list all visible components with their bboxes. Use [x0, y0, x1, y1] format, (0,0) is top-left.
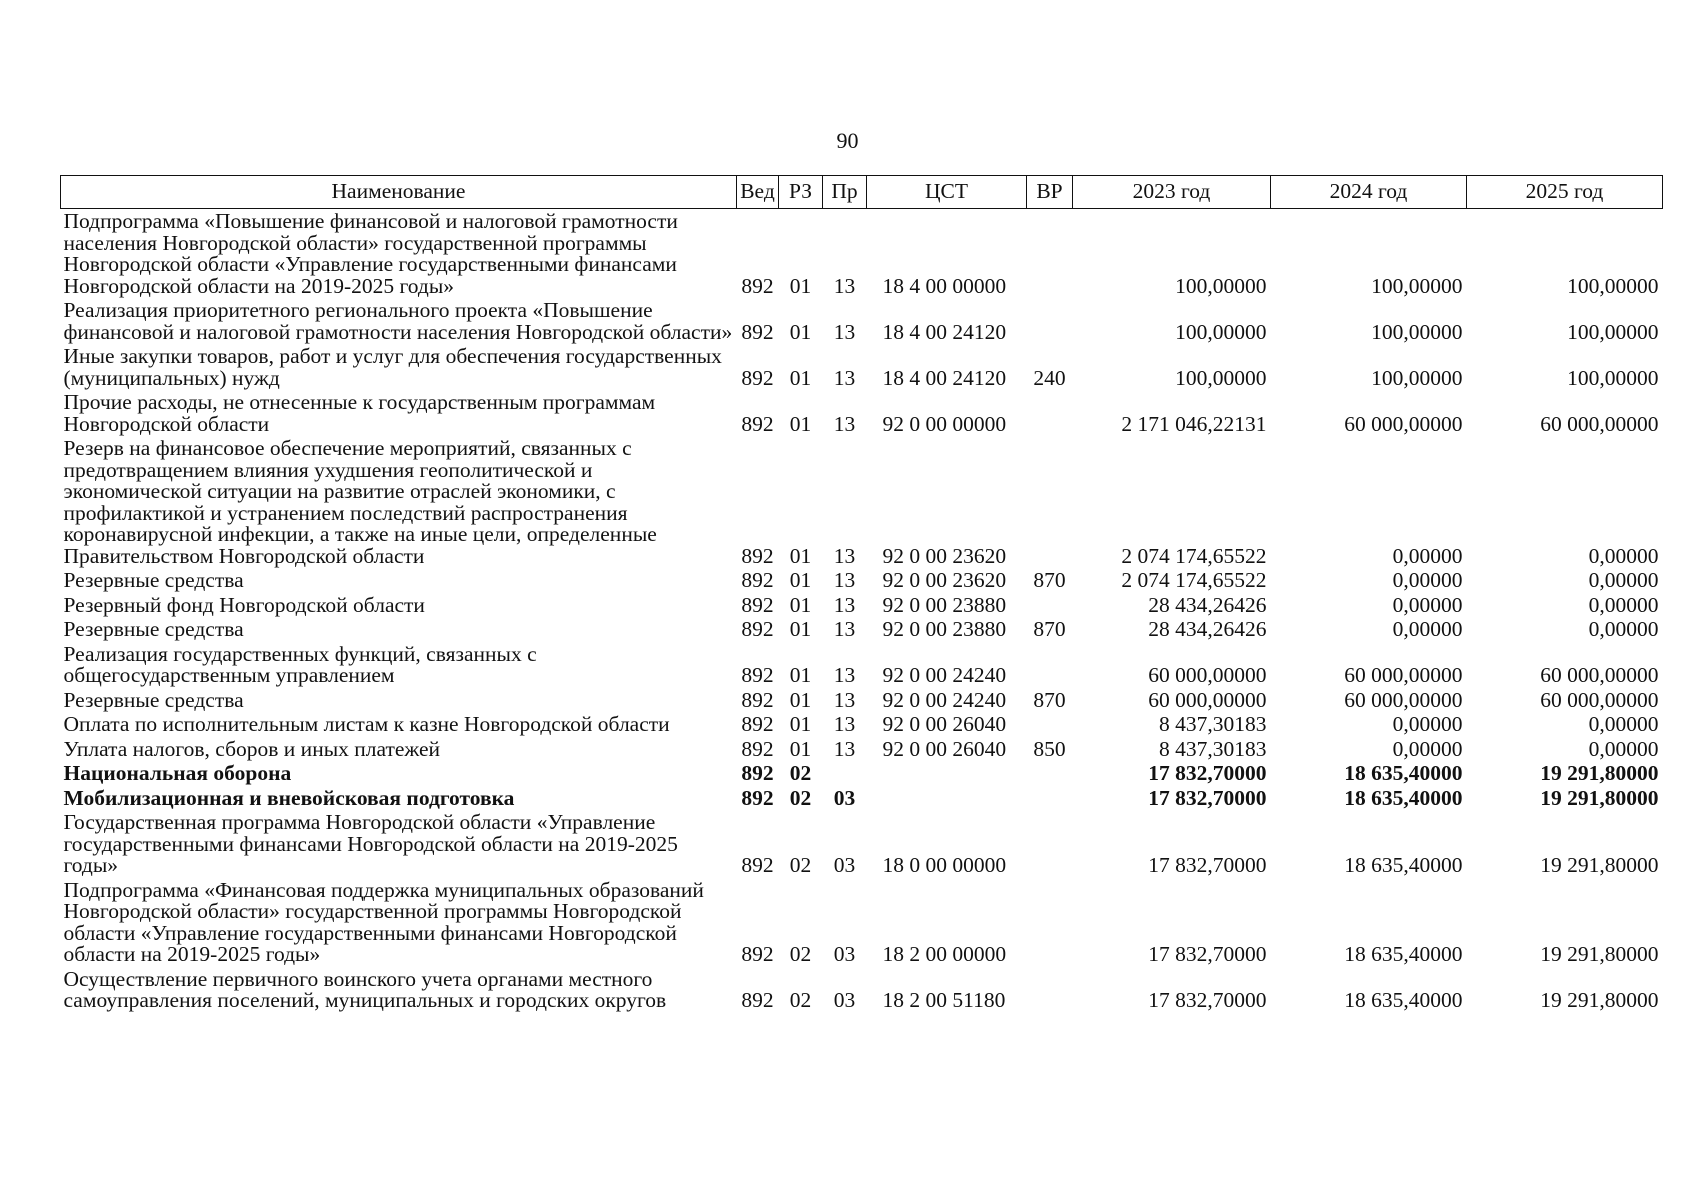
cell-cst: 18 4 00 00000 [882, 273, 1007, 298]
cell-ved: 892 [741, 712, 774, 736]
cell-cst: 18 4 00 24120 [882, 319, 1007, 344]
cell-2024: 100,00000 [1371, 319, 1463, 344]
table-row [61, 712, 1663, 737]
cell-2025: 19 291,80000 [1540, 853, 1659, 877]
table-header-row [61, 176, 1663, 209]
cell-rz: 02 [789, 761, 812, 785]
cell-2023: 2 074 174,65522 [1121, 543, 1267, 568]
header-2023: 2023 год [1073, 176, 1271, 209]
cell-2025: 0,00000 [1588, 736, 1659, 761]
cell-2023: 8 437,30183 [1159, 712, 1267, 736]
cell-vr [1027, 878, 1073, 967]
cell-2024: 18 635,40000 [1344, 942, 1463, 966]
cell-2024: 60 000,00000 [1344, 687, 1463, 712]
cell-vr: 870 [1033, 687, 1066, 712]
cell-pr: 13 [833, 736, 856, 761]
cell-rz: 01 [789, 712, 812, 736]
cell-2025: 0,00000 [1588, 712, 1659, 736]
cell-2024: 60 000,00000 [1344, 663, 1463, 687]
cell-pr: 13 [833, 592, 856, 617]
table-row [61, 436, 1663, 568]
cell-rz: 02 [789, 853, 812, 877]
cell-pr: 03 [833, 853, 856, 877]
cell-2024: 60 000,00000 [1344, 411, 1463, 436]
cell-ved: 892 [741, 273, 774, 298]
page-number: 90 [836, 128, 859, 153]
cell-pr: 13 [833, 712, 856, 736]
cell-vr [1027, 761, 1073, 786]
cell-cst: 92 0 00 24240 [882, 663, 1007, 687]
cell-vr [1027, 298, 1073, 344]
cell-2025: 19 291,80000 [1540, 942, 1659, 966]
cell-name: Резерв на финансовое обеспечение мероприятий, связанных с предотвращением влияния ухудшения геополитической и экономической ситуации на развитие отраслей экономики, с профилактикой и устранением последствий распространения коронавирусной инфекции, а также на иные цели, определенные Правительством Новгородской области [63, 436, 657, 568]
cell-pr: 13 [833, 543, 856, 568]
cell-name: Резервные средства [63, 568, 244, 592]
cell-2024: 18 635,40000 [1344, 853, 1463, 877]
cell-2024: 0,00000 [1392, 712, 1463, 736]
cell-cst: 92 0 00 00000 [882, 411, 1007, 436]
table-row [61, 298, 1663, 344]
cell-rz: 02 [789, 942, 812, 966]
cell-2023: 17 832,70000 [1148, 942, 1267, 966]
cell-ved: 892 [741, 319, 774, 344]
cell-2023: 28 434,26426 [1148, 617, 1267, 641]
cell-vr [1027, 967, 1073, 1013]
cell-pr: 13 [833, 617, 856, 641]
cell-2024: 0,00000 [1392, 568, 1463, 592]
cell-rz: 01 [789, 273, 812, 298]
cell-name: Иные закупки товаров, работ и услуг для обеспечения государственных (муниципальных) нужд [63, 344, 722, 390]
table-row [61, 967, 1663, 1013]
table-row [61, 688, 1663, 713]
cell-ved: 892 [741, 687, 774, 712]
cell-ved: 892 [741, 411, 774, 436]
cell-cst: 92 0 00 26040 [882, 712, 1007, 736]
cell-2024: 18 635,40000 [1344, 785, 1463, 810]
header-name: Наименование [61, 176, 737, 209]
cell-ved: 892 [741, 543, 774, 568]
table-row [61, 878, 1663, 967]
cell-pr [823, 761, 867, 786]
cell-rz: 01 [789, 365, 812, 390]
cell-name: Уплата налогов, сборов и иных платежей [63, 736, 441, 761]
table-row [61, 593, 1663, 618]
cell-rz: 01 [789, 319, 812, 344]
cell-name: Оплата по исполнительным листам к казне Новгородской области [63, 712, 670, 736]
cell-rz: 01 [789, 617, 812, 641]
cell-name: Подпрограмма «Повышение финансовой и налоговой грамотности населения Новгородской области» государственной программы Новгородской области «Управление государственными финансами Новгородской области на 2019-2025 годы» [63, 209, 678, 298]
table-row [61, 617, 1663, 642]
table-body [61, 209, 1663, 1013]
cell-ved: 892 [741, 785, 774, 810]
cell-rz: 01 [789, 592, 812, 617]
cell-name: Национальная оборона [63, 761, 292, 785]
table-row [61, 344, 1663, 390]
cell-vr [1027, 810, 1073, 878]
cell-pr: 13 [833, 411, 856, 436]
cell-cst: 18 2 00 00000 [882, 942, 1007, 966]
cell-2023: 100,00000 [1175, 273, 1267, 298]
header-cst: ЦСТ [867, 176, 1027, 209]
header-2025: 2025 год [1467, 176, 1663, 209]
cell-cst [867, 786, 1027, 811]
cell-2025: 0,00000 [1588, 592, 1659, 617]
table-row [61, 209, 1663, 299]
cell-2025: 100,00000 [1567, 273, 1659, 298]
cell-vr [1027, 712, 1073, 737]
cell-2024: 100,00000 [1371, 273, 1463, 298]
cell-name: Осуществление первичного воинского учета органами местного самоуправления поселений, муниципальных и городских округов [63, 966, 667, 1012]
header-2024: 2024 год [1271, 176, 1467, 209]
cell-pr: 03 [833, 942, 856, 966]
cell-cst: 92 0 00 26040 [882, 736, 1007, 761]
cell-vr: 850 [1033, 736, 1066, 761]
header-ved: Вед [737, 176, 779, 209]
cell-rz: 01 [789, 568, 812, 592]
cell-2024: 0,00000 [1392, 736, 1463, 761]
table-row [61, 642, 1663, 688]
cell-rz: 01 [789, 687, 812, 712]
cell-ved: 892 [741, 617, 774, 641]
cell-name: Государственная программа Новгородской области «Управление государственными финансами Новгородской области на 2019-2025 годы» [63, 810, 678, 877]
table-row [61, 786, 1663, 811]
cell-cst: 92 0 00 23880 [882, 592, 1007, 617]
cell-2023: 17 832,70000 [1148, 853, 1267, 877]
cell-cst: 92 0 00 24240 [882, 687, 1007, 712]
cell-vr [1027, 390, 1073, 436]
cell-2025: 60 000,00000 [1540, 663, 1659, 687]
cell-cst: 18 0 00 00000 [882, 853, 1007, 877]
cell-2024: 18 635,40000 [1344, 761, 1463, 785]
cell-2024: 100,00000 [1371, 365, 1463, 390]
cell-2025: 100,00000 [1567, 365, 1659, 390]
cell-cst: 18 2 00 51180 [882, 988, 1006, 1012]
table-row [61, 810, 1663, 878]
cell-name: Прочие расходы, не отнесенные к государственным программам Новгородской области [63, 390, 656, 436]
cell-pr: 13 [833, 273, 856, 298]
cell-2023: 2 171 046,22131 [1121, 411, 1267, 436]
cell-2025: 0,00000 [1588, 568, 1659, 592]
cell-2023: 28 434,26426 [1148, 592, 1267, 617]
cell-2023: 60 000,00000 [1148, 687, 1267, 712]
cell-2025: 19 291,80000 [1540, 785, 1659, 810]
cell-ved: 892 [741, 853, 774, 877]
cell-vr [1027, 209, 1073, 299]
cell-pr: 13 [833, 568, 856, 592]
cell-pr: 13 [833, 687, 856, 712]
cell-name: Мобилизационная и вневойсковая подготовка [63, 785, 515, 810]
cell-2025: 100,00000 [1567, 319, 1659, 344]
cell-name: Подпрограмма «Финансовая поддержка муниципальных образований Новгородской области» государственной программы Новгородской области «Управление государственными финансами Новгородской области на 2019-2025 годы» [63, 877, 704, 966]
cell-name: Реализация приоритетного регионального проекта «Повышение финансовой и налоговой грамотности населения Новгородской области» [63, 298, 733, 344]
cell-vr [1027, 436, 1073, 568]
cell-vr: 870 [1033, 617, 1066, 641]
cell-pr: 03 [833, 988, 856, 1012]
cell-rz: 01 [789, 663, 812, 687]
cell-2024: 0,00000 [1392, 592, 1463, 617]
cell-rz: 02 [789, 785, 812, 810]
cell-2023: 17 832,70000 [1148, 988, 1267, 1012]
cell-ved: 892 [741, 736, 774, 761]
cell-vr [1027, 786, 1073, 811]
header-pr: Пр [823, 176, 867, 209]
table-row [61, 737, 1663, 762]
cell-vr: 240 [1033, 365, 1066, 390]
cell-cst: 92 0 00 23620 [882, 568, 1007, 592]
cell-2025: 19 291,80000 [1540, 988, 1659, 1012]
budget-table [60, 175, 1663, 1013]
cell-2025: 19 291,80000 [1540, 761, 1659, 785]
cell-pr: 13 [833, 319, 856, 344]
cell-2024: 0,00000 [1392, 617, 1463, 641]
cell-name: Резервный фонд Новгородской области [63, 592, 425, 617]
cell-rz: 01 [789, 736, 812, 761]
cell-2024: 18 635,40000 [1344, 988, 1463, 1012]
cell-2025: 0,00000 [1588, 543, 1659, 568]
cell-pr: 03 [833, 785, 856, 810]
cell-cst: 92 0 00 23880 [882, 617, 1007, 641]
cell-2023: 100,00000 [1175, 319, 1267, 344]
cell-ved: 892 [741, 663, 774, 687]
cell-rz: 01 [789, 543, 812, 568]
cell-ved: 892 [741, 942, 774, 966]
cell-ved: 892 [741, 988, 774, 1012]
cell-cst: 92 0 00 23620 [882, 543, 1007, 568]
cell-cst: 18 4 00 24120 [882, 365, 1007, 390]
cell-pr: 13 [833, 663, 856, 687]
table-row [61, 761, 1663, 786]
header-vr: ВР [1027, 176, 1073, 209]
cell-2025: 0,00000 [1588, 617, 1659, 641]
cell-rz: 01 [789, 411, 812, 436]
cell-rz: 02 [789, 988, 812, 1012]
cell-2023: 2 074 174,65522 [1121, 568, 1267, 592]
header-rz: РЗ [779, 176, 823, 209]
cell-cst [867, 761, 1027, 786]
cell-pr: 13 [833, 365, 856, 390]
cell-ved: 892 [741, 592, 774, 617]
cell-2025: 60 000,00000 [1540, 687, 1659, 712]
cell-2024: 0,00000 [1392, 543, 1463, 568]
cell-vr [1027, 642, 1073, 688]
cell-name: Резервные средства [63, 687, 244, 712]
cell-2023: 17 832,70000 [1148, 761, 1267, 785]
cell-2023: 8 437,30183 [1159, 736, 1267, 761]
cell-name: Резервные средства [63, 617, 244, 641]
cell-2025: 60 000,00000 [1540, 411, 1659, 436]
table-row [61, 568, 1663, 593]
cell-ved: 892 [741, 761, 774, 785]
cell-name: Реализация государственных функций, связанных с общегосударственным управлением [63, 641, 537, 687]
cell-ved: 892 [741, 365, 774, 390]
cell-ved: 892 [741, 568, 774, 592]
cell-2023: 17 832,70000 [1148, 785, 1267, 810]
cell-2023: 60 000,00000 [1148, 663, 1267, 687]
cell-vr [1027, 593, 1073, 618]
cell-vr: 870 [1033, 568, 1066, 592]
cell-2023: 100,00000 [1175, 365, 1267, 390]
table-row [61, 390, 1663, 436]
